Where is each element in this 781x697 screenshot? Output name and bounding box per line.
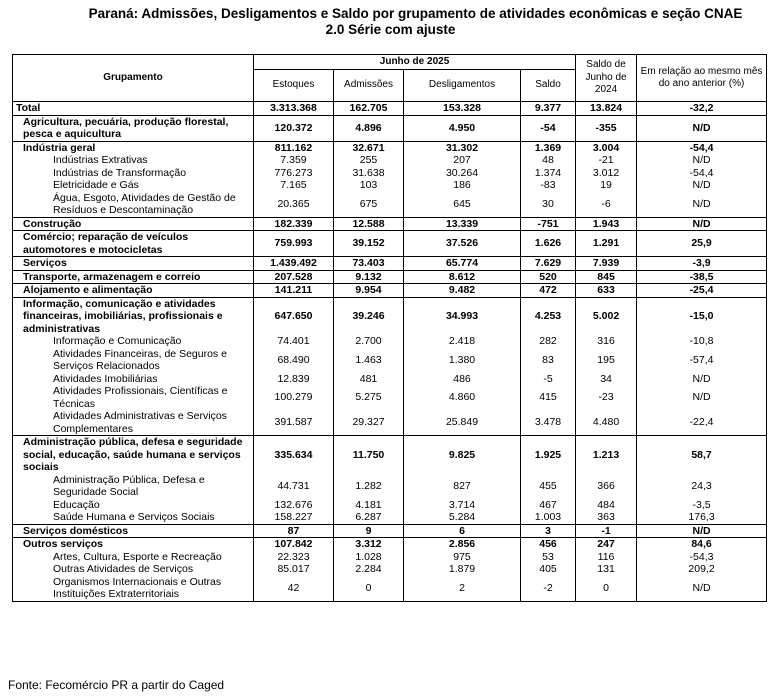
table-title — [0, 6, 781, 38]
grupamento-cell: Outras Atividades de Serviços — [13, 563, 254, 576]
saldo-cell: -54 — [521, 115, 576, 141]
grupamento-cell: Artes, Cultura, Esporte e Recreação — [13, 551, 254, 564]
saldo-2024-cell: 363 — [576, 511, 637, 524]
saldo-2024-cell: 4.480 — [576, 410, 637, 436]
relacao-cell: -54,4 — [637, 141, 767, 154]
table-row — [13, 474, 767, 499]
desligamentos-cell: 34.993 — [404, 297, 521, 335]
saldo-2024-cell: 19 — [576, 179, 637, 192]
saldo-cell: 53 — [521, 551, 576, 564]
saldo-cell: 7.629 — [521, 257, 576, 271]
desligamentos-cell: 37.526 — [404, 231, 521, 257]
admissoes-cell: 2.284 — [334, 563, 404, 576]
relacao-cell: N/D — [637, 179, 767, 192]
saldo-cell: 1.369 — [521, 141, 576, 154]
estoques-cell: 391.587 — [254, 410, 334, 436]
estoques-cell: 85.017 — [254, 563, 334, 576]
saldo-cell: 9.377 — [521, 102, 576, 116]
grupamento-cell: Construção — [13, 217, 254, 231]
estoques-cell: 42 — [254, 576, 334, 602]
relacao-cell: N/D — [637, 217, 767, 231]
table-row — [13, 576, 767, 602]
estoques-cell: 74.401 — [254, 335, 334, 348]
admissoes-cell: 675 — [334, 192, 404, 218]
table-row — [13, 179, 767, 192]
desligamentos-cell: 1.380 — [404, 348, 521, 373]
table-row — [13, 270, 767, 284]
table-row — [13, 115, 767, 141]
relacao-cell: -57,4 — [637, 348, 767, 373]
table-row — [13, 335, 767, 348]
relacao-cell: N/D — [637, 373, 767, 386]
desligamentos-cell: 4.950 — [404, 115, 521, 141]
relacao-cell: N/D — [637, 524, 767, 538]
estoques-cell: 132.676 — [254, 499, 334, 512]
desligamentos-cell: 25.849 — [404, 410, 521, 436]
relacao-cell: -54,3 — [637, 551, 767, 564]
estoques-cell: 44.731 — [254, 474, 334, 499]
relacao-cell: -54,4 — [637, 167, 767, 180]
estoques-cell: 22.323 — [254, 551, 334, 564]
estoques-cell: 207.528 — [254, 270, 334, 284]
admissoes-cell: 0 — [334, 576, 404, 602]
desligamentos-cell: 30.264 — [404, 167, 521, 180]
table-row — [13, 284, 767, 298]
table-row — [13, 141, 767, 154]
grupamento-cell: Indústrias de Transformação — [13, 167, 254, 180]
estoques-cell: 158.227 — [254, 511, 334, 524]
relacao-cell: N/D — [637, 154, 767, 167]
estoques-cell: 7.359 — [254, 154, 334, 167]
desligamentos-cell: 827 — [404, 474, 521, 499]
grupamento-cell: Eletricidade e Gás — [13, 179, 254, 192]
desligamentos-cell: 2.418 — [404, 335, 521, 348]
estoques-cell: 647.650 — [254, 297, 334, 335]
saldo-2024-cell: 1.943 — [576, 217, 637, 231]
saldo-2024-cell: 247 — [576, 538, 637, 551]
estoques-cell: 68.490 — [254, 348, 334, 373]
saldo-2024-cell: -21 — [576, 154, 637, 167]
desligamentos-cell: 31.302 — [404, 141, 521, 154]
grupamento-cell: Outros serviços — [13, 538, 254, 551]
relacao-cell: N/D — [637, 192, 767, 218]
desligamentos-cell: 1.879 — [404, 563, 521, 576]
desligamentos-cell: 6 — [404, 524, 521, 538]
saldo-2024-cell: 116 — [576, 551, 637, 564]
estoques-cell: 20.365 — [254, 192, 334, 218]
saldo-cell: 467 — [521, 499, 576, 512]
estoques-cell: 335.634 — [254, 436, 334, 474]
saldo-2024-cell: 1.291 — [576, 231, 637, 257]
admissoes-cell: 9 — [334, 524, 404, 538]
table-row — [13, 167, 767, 180]
admissoes-cell: 9.954 — [334, 284, 404, 298]
grupamento-cell: Alojamento e alimentação — [13, 284, 254, 298]
saldo-2024-cell: 5.002 — [576, 297, 637, 335]
saldo-2024-cell: 845 — [576, 270, 637, 284]
desligamentos-cell: 2.856 — [404, 538, 521, 551]
desligamentos-cell: 186 — [404, 179, 521, 192]
table-row — [13, 410, 767, 436]
relacao-cell: -10,8 — [637, 335, 767, 348]
admissoes-cell: 1.282 — [334, 474, 404, 499]
relacao-cell: -25,4 — [637, 284, 767, 298]
header-desligamentos: Desligamentos — [404, 70, 521, 102]
admissoes-cell: 73.403 — [334, 257, 404, 271]
relacao-cell: 25,9 — [637, 231, 767, 257]
data-table — [12, 54, 767, 602]
saldo-2024-cell: -1 — [576, 524, 637, 538]
admissoes-cell: 6.287 — [334, 511, 404, 524]
relacao-cell: 24,3 — [637, 474, 767, 499]
relacao-cell: -38,5 — [637, 270, 767, 284]
admissoes-cell: 32.671 — [334, 141, 404, 154]
desligamentos-cell: 9.825 — [404, 436, 521, 474]
saldo-cell: 4.253 — [521, 297, 576, 335]
relacao-cell: 176,3 — [637, 511, 767, 524]
estoques-cell: 3.313.368 — [254, 102, 334, 116]
saldo-cell: 1.925 — [521, 436, 576, 474]
table-row — [13, 192, 767, 218]
table-row — [13, 436, 767, 474]
table-row — [13, 154, 767, 167]
saldo-cell: 455 — [521, 474, 576, 499]
relacao-cell: -3,9 — [637, 257, 767, 271]
desligamentos-cell: 3.714 — [404, 499, 521, 512]
saldo-cell: 30 — [521, 192, 576, 218]
grupamento-cell: Total — [13, 102, 254, 116]
relacao-cell: -22,4 — [637, 410, 767, 436]
saldo-cell: 83 — [521, 348, 576, 373]
table-row — [13, 524, 767, 538]
estoques-cell: 107.842 — [254, 538, 334, 551]
relacao-cell: 58,7 — [637, 436, 767, 474]
estoques-cell: 100.279 — [254, 385, 334, 410]
desligamentos-cell: 207 — [404, 154, 521, 167]
relacao-cell: N/D — [637, 576, 767, 602]
relacao-cell: -3,5 — [637, 499, 767, 512]
admissoes-cell: 2.700 — [334, 335, 404, 348]
relacao-cell: N/D — [637, 115, 767, 141]
estoques-cell: 120.372 — [254, 115, 334, 141]
title-line-1: Paraná: Admissões, Desligamentos e Saldo por grupamento de atividades econômicas e seção CNAE — [88, 6, 743, 21]
grupamento-cell: Informação, comunicação e atividades financeiras, imobiliárias, profissionais e administrativas — [13, 297, 254, 335]
table-row — [13, 231, 767, 257]
table-row — [13, 385, 767, 410]
desligamentos-cell: 975 — [404, 551, 521, 564]
saldo-cell: 1.003 — [521, 511, 576, 524]
table-row — [13, 102, 767, 116]
header-estoques: Estoques — [254, 70, 334, 102]
estoques-cell: 141.211 — [254, 284, 334, 298]
estoques-cell: 759.993 — [254, 231, 334, 257]
saldo-2024-cell: -355 — [576, 115, 637, 141]
grupamento-cell: Saúde Humana e Serviços Sociais — [13, 511, 254, 524]
table-row — [13, 257, 767, 271]
saldo-2024-cell: 7.939 — [576, 257, 637, 271]
admissoes-cell: 4.896 — [334, 115, 404, 141]
grupamento-cell: Informação e Comunicação — [13, 335, 254, 348]
saldo-cell: -751 — [521, 217, 576, 231]
table-row — [13, 563, 767, 576]
saldo-cell: 472 — [521, 284, 576, 298]
admissoes-cell: 39.246 — [334, 297, 404, 335]
saldo-2024-cell: 484 — [576, 499, 637, 512]
saldo-2024-cell: 0 — [576, 576, 637, 602]
admissoes-cell: 1.028 — [334, 551, 404, 564]
grupamento-cell: Agricultura, pecuária, produção florestal, pesca e aquicultura — [13, 115, 254, 141]
admissoes-cell: 103 — [334, 179, 404, 192]
saldo-2024-cell: 633 — [576, 284, 637, 298]
admissoes-cell: 3.312 — [334, 538, 404, 551]
desligamentos-cell: 13.339 — [404, 217, 521, 231]
saldo-2024-cell: 316 — [576, 335, 637, 348]
grupamento-cell: Comércio; reparação de veículos automotores e motocicletas — [13, 231, 254, 257]
saldo-cell: 3 — [521, 524, 576, 538]
admissoes-cell: 4.181 — [334, 499, 404, 512]
estoques-cell: 7.165 — [254, 179, 334, 192]
grupamento-cell: Serviços — [13, 257, 254, 271]
admissoes-cell: 1.463 — [334, 348, 404, 373]
grupamento-cell: Administração Pública, Defesa e Seguridade Social — [13, 474, 254, 499]
saldo-2024-cell: 195 — [576, 348, 637, 373]
relacao-cell: N/D — [637, 385, 767, 410]
admissoes-cell: 5.275 — [334, 385, 404, 410]
desligamentos-cell: 486 — [404, 373, 521, 386]
admissoes-cell: 255 — [334, 154, 404, 167]
header-saldo-2024: Saldo de Junho de 2024 — [576, 55, 637, 102]
grupamento-cell: Educação — [13, 499, 254, 512]
admissoes-cell: 481 — [334, 373, 404, 386]
saldo-cell: 1.626 — [521, 231, 576, 257]
table-row — [13, 297, 767, 335]
title-line-2: 2.0 Série com ajuste — [325, 22, 456, 37]
estoques-cell: 811.162 — [254, 141, 334, 154]
header-grupamento: Grupamento — [13, 55, 254, 102]
table-body — [13, 102, 767, 602]
admissoes-cell: 11.750 — [334, 436, 404, 474]
admissoes-cell: 31.638 — [334, 167, 404, 180]
header-relacao: Em relação ao mesmo mês do ano anterior (%) — [637, 55, 767, 102]
grupamento-cell: Atividades Financeiras, de Seguros e Serviços Relacionados — [13, 348, 254, 373]
saldo-cell: 456 — [521, 538, 576, 551]
header-month-group: Junho de 2025 — [254, 55, 576, 70]
grupamento-cell: Serviços domésticos — [13, 524, 254, 538]
saldo-2024-cell: 3.004 — [576, 141, 637, 154]
grupamento-cell: Água, Esgoto, Atividades de Gestão de Resíduos e Descontaminação — [13, 192, 254, 218]
admissoes-cell: 162.705 — [334, 102, 404, 116]
estoques-cell: 87 — [254, 524, 334, 538]
table-row — [13, 499, 767, 512]
relacao-cell: 84,6 — [637, 538, 767, 551]
estoques-cell: 12.839 — [254, 373, 334, 386]
header-admissoes: Admissões — [334, 70, 404, 102]
saldo-2024-cell: -6 — [576, 192, 637, 218]
source-note: Fonte: Fecomércio PR a partir do Caged — [8, 678, 225, 692]
saldo-2024-cell: 13.824 — [576, 102, 637, 116]
desligamentos-cell: 8.612 — [404, 270, 521, 284]
estoques-cell: 1.439.492 — [254, 257, 334, 271]
saldo-cell: 282 — [521, 335, 576, 348]
saldo-2024-cell: -23 — [576, 385, 637, 410]
grupamento-cell: Indústria geral — [13, 141, 254, 154]
saldo-2024-cell: 1.213 — [576, 436, 637, 474]
saldo-cell: 1.374 — [521, 167, 576, 180]
desligamentos-cell: 645 — [404, 192, 521, 218]
table-row — [13, 551, 767, 564]
table-row — [13, 538, 767, 551]
relacao-cell: 209,2 — [637, 563, 767, 576]
table-row — [13, 373, 767, 386]
saldo-cell: 520 — [521, 270, 576, 284]
saldo-2024-cell: 131 — [576, 563, 637, 576]
grupamento-cell: Atividades Profissionais, Científicas e Técnicas — [13, 385, 254, 410]
saldo-2024-cell: 366 — [576, 474, 637, 499]
admissoes-cell: 12.588 — [334, 217, 404, 231]
saldo-cell: -83 — [521, 179, 576, 192]
desligamentos-cell: 5.284 — [404, 511, 521, 524]
saldo-cell: 415 — [521, 385, 576, 410]
grupamento-cell: Atividades Imobiliárias — [13, 373, 254, 386]
grupamento-cell: Indústrias Extrativas — [13, 154, 254, 167]
estoques-cell: 182.339 — [254, 217, 334, 231]
desligamentos-cell: 9.482 — [404, 284, 521, 298]
estoques-cell: 776.273 — [254, 167, 334, 180]
grupamento-cell: Administração pública, defesa e seguridade social, educação, saúde humana e serviços sociais — [13, 436, 254, 474]
desligamentos-cell: 65.774 — [404, 257, 521, 271]
desligamentos-cell: 4.860 — [404, 385, 521, 410]
saldo-2024-cell: 34 — [576, 373, 637, 386]
grupamento-cell: Organismos Internacionais e Outras Instituições Extraterritoriais — [13, 576, 254, 602]
table-row — [13, 348, 767, 373]
saldo-cell: 3.478 — [521, 410, 576, 436]
saldo-2024-cell: 3.012 — [576, 167, 637, 180]
table-row — [13, 511, 767, 524]
relacao-cell: -15,0 — [637, 297, 767, 335]
table-row — [13, 217, 767, 231]
saldo-cell: 48 — [521, 154, 576, 167]
admissoes-cell: 9.132 — [334, 270, 404, 284]
relacao-cell: -32,2 — [637, 102, 767, 116]
grupamento-cell: Transporte, armazenagem e correio — [13, 270, 254, 284]
desligamentos-cell: 2 — [404, 576, 521, 602]
saldo-cell: 405 — [521, 563, 576, 576]
saldo-cell: -2 — [521, 576, 576, 602]
header-saldo: Saldo — [521, 70, 576, 102]
saldo-cell: -5 — [521, 373, 576, 386]
admissoes-cell: 39.152 — [334, 231, 404, 257]
grupamento-cell: Atividades Administrativas e Serviços Complementares — [13, 410, 254, 436]
admissoes-cell: 29.327 — [334, 410, 404, 436]
desligamentos-cell: 153.328 — [404, 102, 521, 116]
